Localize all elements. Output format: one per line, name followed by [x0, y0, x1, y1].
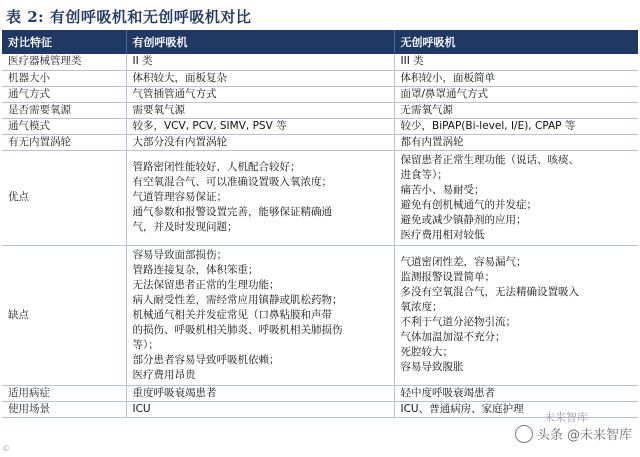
invasive-cell [126, 70, 394, 86]
comparison-table [2, 30, 638, 418]
feature-cell: 医疗器械管理类 [2, 54, 126, 70]
invasive-cell [126, 54, 394, 70]
noninvasive-line: 气体加温加湿不充分； [400, 331, 506, 343]
noninvasive-cell [394, 86, 638, 102]
noninvasive-cell [394, 385, 638, 401]
noninvasive-line: 轻中度呼吸衰竭患者 [400, 386, 495, 399]
noninvasive-line: 都有内置涡轮 [400, 135, 464, 148]
noninvasive-line: III 类 [400, 55, 424, 68]
invasive-cell [126, 245, 394, 385]
invasive-line: ICU [132, 402, 151, 415]
noninvasive-line: 死腔较大； [400, 346, 453, 358]
noninvasive-line: 进食等）； [400, 168, 448, 181]
table-row [2, 102, 638, 118]
noninvasive-cell [394, 102, 638, 118]
invasive-line: 管路密闭性能较好，人机配合较好； [132, 161, 301, 173]
invasive-line: 医疗费用昂贵 [132, 368, 196, 381]
noninvasive-cell [394, 54, 638, 70]
invasive-line: 需要氧气源 [132, 103, 185, 116]
corner-mark: © [2, 444, 10, 453]
invasive-cell [126, 150, 394, 245]
feature-cell: 通气模式 [2, 118, 126, 134]
table-row [2, 150, 638, 245]
invasive-line: 大部分没有内置涡轮 [132, 135, 227, 148]
feature-cell: 缺点 [2, 245, 126, 385]
header-feature: 对比特征 [2, 30, 126, 54]
noninvasive-line: 较少，BiPAP(Bi-level, I/E), CPAP 等 [400, 119, 576, 132]
brand-logo-icon [515, 425, 533, 443]
noninvasive-line: 气道密闭性差，容易漏气； [400, 256, 527, 268]
feature-cell: 通气方式 [2, 86, 126, 102]
invasive-line: 气道管理容易保证； [132, 191, 227, 203]
invasive-cell [126, 86, 394, 102]
invasive-cell [126, 385, 394, 401]
invasive-line: 等）； [132, 338, 159, 351]
table-row [2, 54, 638, 70]
invasive-cell [126, 102, 394, 118]
invasive-cell [126, 118, 394, 134]
table-row [2, 245, 638, 385]
noninvasive-line: 无需氧气源 [400, 103, 453, 116]
table-row [2, 385, 638, 401]
noninvasive-line: 体积较小，面板简单 [400, 71, 495, 84]
table-title: 表 2: 有创呼吸机和无创呼吸机对比 [6, 8, 252, 26]
table-body [2, 54, 638, 417]
noninvasive-line: 痛苦小、易耐受； [400, 183, 485, 196]
watermark-logo-text: 头条 @未来智库 [536, 428, 632, 443]
noninvasive-line: 保留患者正常生理功能（说话、咳痰、 [400, 153, 579, 166]
noninvasive-line: 避免或减少镇静剂的应用； [400, 213, 527, 226]
noninvasive-line: 避免有创机械通气的并发症； [400, 198, 537, 211]
invasive-line: 较多，VCV, PCV, SIMV, PSV 等 [132, 119, 287, 132]
watermark-brand: 未来智库 [544, 411, 588, 424]
invasive-cell [126, 134, 394, 150]
invasive-line: 管路连接复杂，体积笨重； [132, 263, 259, 276]
noninvasive-line: ICU、普通病房、家庭护理 [400, 402, 524, 415]
invasive-line: 无法保留患者正常的生理功能； [132, 278, 280, 291]
invasive-line: 机械通气相关并发症常见（口鼻粘膜和声带 [132, 308, 332, 321]
header-invasive: 有创呼吸机 [126, 30, 394, 54]
table-row [2, 86, 638, 102]
header-noninvasive: 无创呼吸机 [400, 36, 456, 49]
noninvasive-cell [394, 118, 638, 134]
feature-cell: 是否需要氧源 [2, 102, 126, 118]
noninvasive-line: 氧浓度； [400, 301, 443, 313]
invasive-line: 容易导致面部损伤； [132, 248, 227, 261]
invasive-line: 的损伤、呼吸机相关肺炎、呼吸机相关肺损伤 [132, 323, 343, 336]
feature-cell: 使用场景 [2, 401, 126, 417]
noninvasive-line: 容易导致腹胀 [400, 361, 464, 373]
invasive-line: 体积较大，面板复杂 [132, 71, 227, 84]
noninvasive-line: 面罩/鼻罩通气方式 [400, 87, 489, 100]
invasive-line: 气，并及时发现问题； [132, 221, 238, 233]
feature-cell: 有无内置涡轮 [2, 134, 126, 150]
noninvasive-line: 医疗费用相对较低 [400, 228, 485, 241]
noninvasive-cell [394, 401, 638, 417]
invasive-cell [126, 401, 394, 417]
invasive-line: 通气参数和报警设置完善，能够保证精确通 [132, 206, 332, 218]
noninvasive-line: 不利于气道分泌物引流； [400, 316, 516, 328]
table-row [2, 134, 638, 150]
table-header-row [2, 30, 638, 54]
invasive-line: 有空氧混合气、可以准确设置吸入氧浓度； [132, 176, 332, 188]
invasive-line: 重度呼吸衰竭患者 [132, 386, 217, 399]
noninvasive-cell [394, 70, 638, 86]
table-row [2, 70, 638, 86]
noninvasive-cell [394, 150, 638, 245]
invasive-line: II 类 [132, 55, 153, 68]
invasive-line: 部分患者容易导致呼吸机依赖； [132, 353, 280, 366]
feature-cell: 机器大小 [2, 70, 126, 86]
table-row [2, 118, 638, 134]
noninvasive-line: 监测报警设置简单； [400, 271, 495, 283]
feature-cell: 优点 [2, 150, 126, 245]
noninvasive-cell [394, 245, 638, 385]
noninvasive-line: 多没有空氧混合气，无法精确设置吸入 [400, 286, 579, 298]
table-row [2, 401, 638, 417]
watermark [515, 424, 632, 443]
invasive-line: 气管插管通气方式 [132, 87, 217, 100]
invasive-line: 病人耐受性差，需经常应用镇静或肌松药物； [132, 293, 343, 306]
feature-cell: 适用病症 [2, 385, 126, 401]
noninvasive-cell [394, 134, 638, 150]
